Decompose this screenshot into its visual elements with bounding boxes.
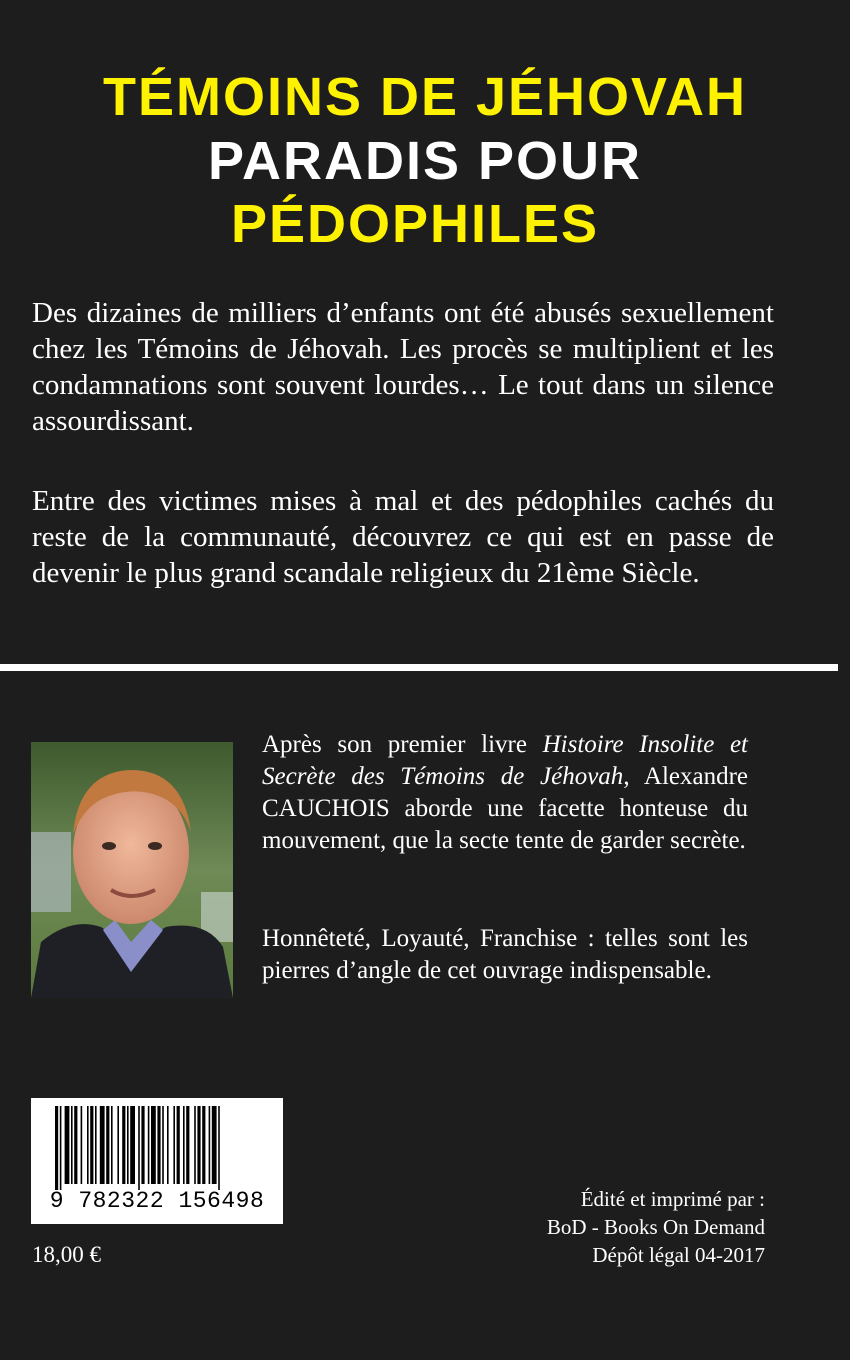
isbn-barcode-icon: [31, 1098, 283, 1224]
blurb-paragraph-2: Entre des victimes mises à mal et des pédophiles cachés du reste de la communauté, découvrez ce qui est en passe de devenir le plus grand scandale religieux du 21ème Siècle.: [32, 485, 774, 589]
author-bio-paragraph-2: Honnêteté, Loyauté, Franchise : telles sont les pierres d’angle de cet ouvrage indispensable.: [262, 925, 748, 984]
blurb-paragraph-1: Des dizaines de milliers d’enfants ont été abusés sexuellement chez les Témoins de Jéhovah. Les procès se multiplient et les condamnations sont souvent lourdes… Le tout dans un silence assourdissant.: [32, 297, 774, 437]
title-line-3: PÉDOPHILES: [230, 194, 600, 254]
title-line-1: TÉMOINS DE JÉHOVAH: [102, 67, 748, 127]
title-line-2: PARADIS POUR: [207, 131, 643, 191]
publisher-line-3: Dépôt légal 04-2017: [592, 1243, 765, 1267]
publisher-line-2: BoD - Books On Demand: [546, 1215, 765, 1239]
bio-prefix: Après son premier livre: [262, 731, 543, 758]
price: 18,00 €: [32, 1242, 101, 1267]
author-portrait-icon: [31, 742, 233, 998]
publisher-line-1: Édité et imprimé par :: [580, 1187, 765, 1211]
author-bio-paragraph-1: [262, 729, 748, 857]
publisher-info: [547, 1185, 765, 1269]
section-divider: [0, 664, 838, 671]
bio-suffix: , Alexandre CAUCHOIS aborde une facette honteuse du mouvement, que la secte tente de garder secrète.: [262, 763, 748, 854]
previous-book-title: Histoire Insolite et Secrète des Témoins de Jéhovah: [262, 731, 748, 790]
isbn-digits: 9 782322 156498: [49, 1188, 265, 1214]
